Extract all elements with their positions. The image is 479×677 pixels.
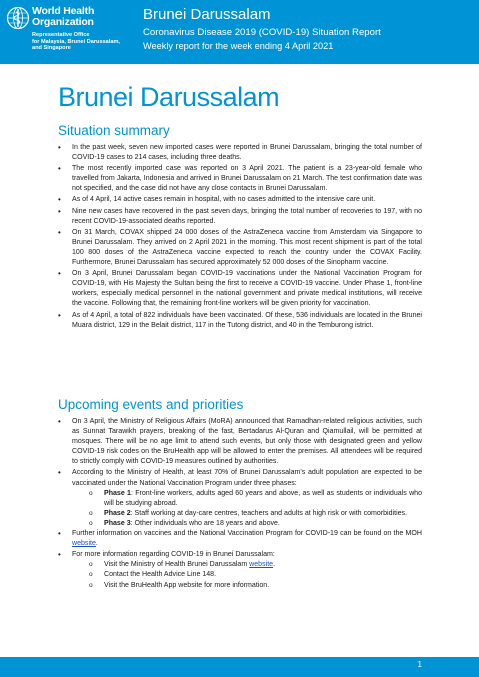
org-name-line: Organization	[32, 16, 94, 28]
list-item: • As of 4 April, 14 active cases remain in hospital, with no cases admitted to the intensive care unit.	[58, 195, 422, 205]
list-item-text: Visit the Ministry of Health Brunei Darussalam	[104, 561, 250, 569]
list-item	[72, 489, 422, 509]
page-number: 1	[417, 660, 422, 669]
report-header	[0, 0, 479, 64]
phase-label: Phase 2	[104, 509, 131, 517]
list-item: • As of 4 April, a total of 822 individuals have been vaccinated. Of these, 536 individuals are located in the Brunei Muara district, 129 in the Belait district, 117 in the Tutong district, and 40 in the Temburong istrict.	[58, 311, 422, 331]
ministry-website-link[interactable]: website	[249, 561, 274, 569]
list-item	[58, 550, 422, 590]
org-name-line: World Health	[32, 5, 95, 17]
list-item	[58, 468, 422, 529]
report-footer	[0, 657, 479, 677]
who-emblem-icon	[6, 6, 30, 30]
list-item	[72, 509, 422, 519]
phase-text: : Other individuals who are 18 years and above.	[130, 519, 280, 527]
list-item-text: Further information on vaccines and the National Vaccination Program for COVID-19 can be found on the MOH	[72, 530, 422, 538]
office-line: Representative Office	[32, 32, 90, 38]
more-info-list	[72, 560, 422, 590]
list-item	[72, 519, 422, 529]
list-item: • On 31 March, COVAX shipped 24 000 doses of the AstraZeneca vaccine from Amsterdam via Singapore to Brunei Darussalam. They arrived on 2 April 2021 in the morning. This most recent shipment is part of the total 100 800 doses of the AstraZeneca vaccine expected to reach the country under the COVAX Facility. Furthermore, Brunei Darussalam has secured approximately 52 000 doses of the Sinopharm vaccine.	[58, 228, 422, 268]
header-subtitle: Coronavirus Disease 2019 (COVID-19) Situation Report	[143, 27, 381, 38]
upcoming-events-heading: Upcoming events and priorities	[58, 397, 244, 412]
phase-text: : Front-line workers, adults aged 60 years and above, as well as students or individuals who will be studying abroad.	[104, 489, 422, 507]
situation-summary-list	[58, 143, 422, 332]
header-week: Weekly report for the week ending 4 April 2021	[143, 41, 334, 51]
header-title: Brunei Darussalam	[143, 6, 271, 23]
list-item-text: .	[273, 561, 276, 569]
office-name	[32, 32, 120, 52]
list-item: o Contact the Health Advice Line 148.	[72, 570, 422, 580]
moh-website-link[interactable]: website	[72, 540, 96, 548]
phase-label: Phase 1	[104, 489, 131, 497]
upcoming-events-list	[58, 417, 422, 591]
list-item	[58, 529, 422, 549]
list-item: • On 3 April, the Ministry of Religious Affairs (MoRA) announced that Ramadhan-related religious activities, such as Sunnat Tarawikh prayers, breaking of the fast, Bertadarus Al-Quran and Qiamullail, will be permitted at mosques. There will be no age limit to attend such events, but only those with designated green and yellow COVID-19 risk codes on the BruHealth app will be allowed to enter the premises. All attendees will be required to strictly comply with COVID-19 measures outlined by authorities.	[58, 417, 422, 467]
office-line: and Singapore	[32, 45, 71, 52]
organization-name	[32, 6, 94, 28]
list-item-text: For more information regarding COVID-19 in Brunei Darussalam:	[72, 551, 275, 559]
list-item: • The most recently imported case was reported on 3 April 2021. The patient is a 23-year-old female who travelled from Jakarta, Indonesia and arrived in Brunei Darussalam on 21 March. The test confirmation date was not specified, and the case did not have any close contacts in Brunei Darussalam.	[58, 164, 422, 194]
list-item-text: According to the Ministry of Health, at least 70% of Brunei Darussalam's adult population are expected to be vaccinated under the National Vaccination Program under three phases:	[72, 469, 422, 487]
list-item	[72, 560, 422, 570]
list-item-text: .	[95, 540, 98, 548]
situation-summary-heading: Situation summary	[58, 123, 170, 138]
phase-label: Phase 3	[104, 519, 131, 527]
page-title: Brunei Darussalam	[58, 82, 280, 112]
phase-list	[72, 489, 422, 529]
list-item: • Nine new cases have recovered in the past seven days, bringing the total number of recoveries to 197, with no recent COVID-19-associated deaths reported.	[58, 207, 422, 227]
phase-text: : Staff working at day-care centres, teachers and adults at high risk or with comorbidities.	[130, 509, 408, 517]
office-line: for Malaysia, Brunei Darussalam,	[32, 38, 120, 45]
list-item: • In the past week, seven new imported cases were reported in Brunei Darussalam, bringing the total number of COVID-19 cases to 214 cases, including three deaths.	[58, 143, 422, 163]
list-item: • On 3 April, Brunei Darussalam began COVID-19 vaccinations under the National Vaccination Program for COVID-19, with His Majesty the Sultan being the first to receive a COVID-19 vaccine. Under Phase 1, front-line workers, especially medical personnel in the national government and private medical institutions, will receive the vaccine. Following that, the remaining front-line workers will be given priority for vaccination.	[58, 269, 422, 309]
list-item: o Visit the BruHealth App website for more information.	[72, 581, 422, 591]
